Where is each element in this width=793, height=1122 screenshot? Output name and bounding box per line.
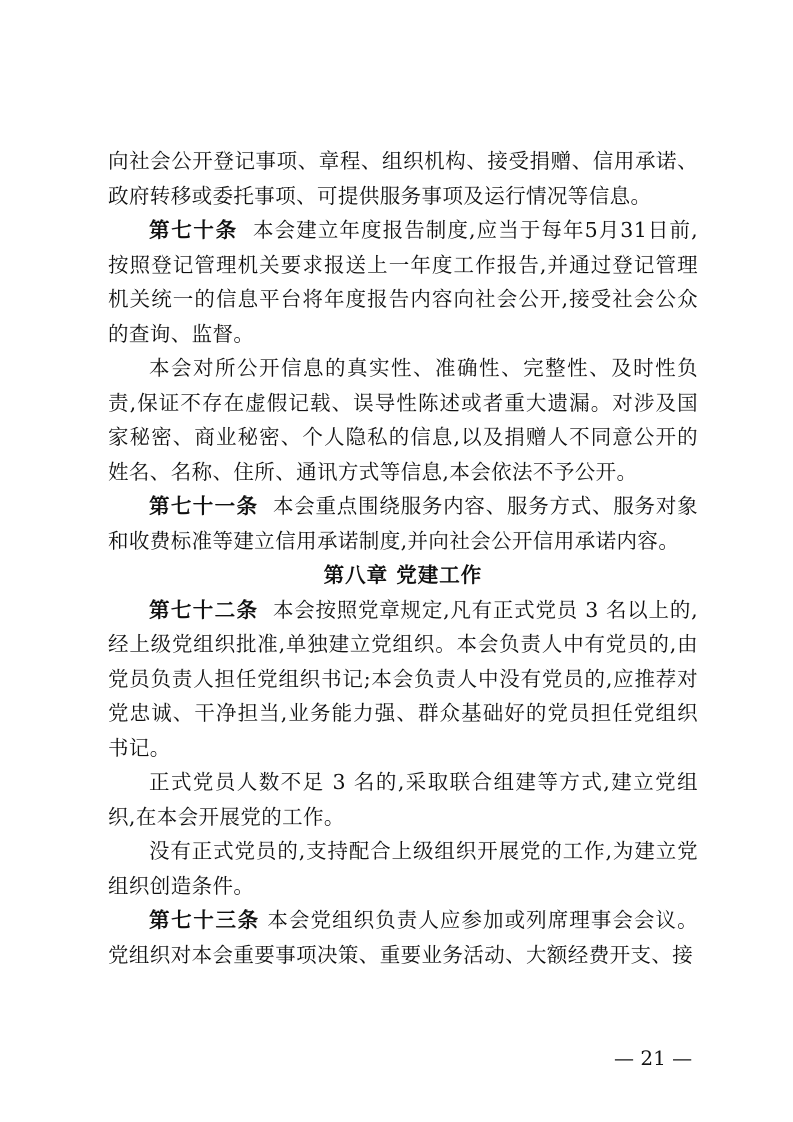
- article-73-heading: 第七十三条: [149, 908, 260, 932]
- chapter-heading: 第八章 党建工作: [323, 563, 483, 587]
- article-71-text: 本会重点围绕服务内容、服务方式、服务对象和收费标准等建立信用承诺制度,并向社会公开信用承诺内容。: [108, 494, 698, 553]
- paragraph-continued-text: 向社会公开登记事项、章程、组织机构、接受捐赠、信用承诺、政府转移或委托事项、可提供服务事项及运行情况等信息。: [108, 149, 698, 208]
- article-70: [108, 213, 698, 351]
- article-70-heading: 第七十条: [149, 218, 238, 242]
- paragraph-info-disclosure: [108, 351, 698, 489]
- paragraph-less-than-3: [108, 765, 698, 834]
- paragraph-continued: [108, 144, 698, 213]
- article-72-heading: 第七十二条: [149, 597, 259, 622]
- paragraph-no-members: [108, 834, 698, 903]
- body-text: [108, 144, 698, 972]
- article-71: [108, 489, 698, 558]
- paragraph-no-members-text: 没有正式党员的,支持配合上级组织开展党的工作,为建立党组织创造条件。: [108, 839, 698, 898]
- page-number: — 21 —: [614, 1046, 693, 1070]
- paragraph-info-disclosure-text: 本会对所公开信息的真实性、准确性、完整性、及时性负责,保证不存在虚假记载、误导性陈述或者重大遗漏。对涉及国家秘密、商业秘密、个人隐私的信息,以及捐赠人不同意公开的姓名、名称、住所、通讯方式等信息,本会依法不予公开。: [108, 356, 698, 484]
- article-70-text: 本会建立年度报告制度,应当于每年5月31日前,按照登记管理机关要求报送上一年度工作报告,并通过登记管理机关统一的信息平台将年度报告内容向社会公开,接受社会公众的查询、监督。: [108, 218, 698, 346]
- article-72-text: 本会按照党章规定,凡有正式党员 3 名以上的,经上级党组织批准,单独建立党组织。本会负责人中有党员的,由党员负责人担任党组织书记;本会负责人中没有党员的,应推荐对党忠诚、干净担当,业务能力强、群众基础好的党员担任党组织书记。: [108, 597, 699, 760]
- article-73: [108, 903, 698, 972]
- article-73-text: 本会党组织负责人应参加或列席理事会会议。党组织对本会重要事项决策、重要业务活动、大额经费开支、接: [108, 908, 699, 967]
- article-72: [108, 593, 698, 766]
- article-71-heading: 第七十一条: [149, 494, 259, 518]
- paragraph-less-than-3-text: 正式党员人数不足 3 名的,采取联合组建等方式,建立党组织,在本会开展党的工作。: [108, 770, 698, 829]
